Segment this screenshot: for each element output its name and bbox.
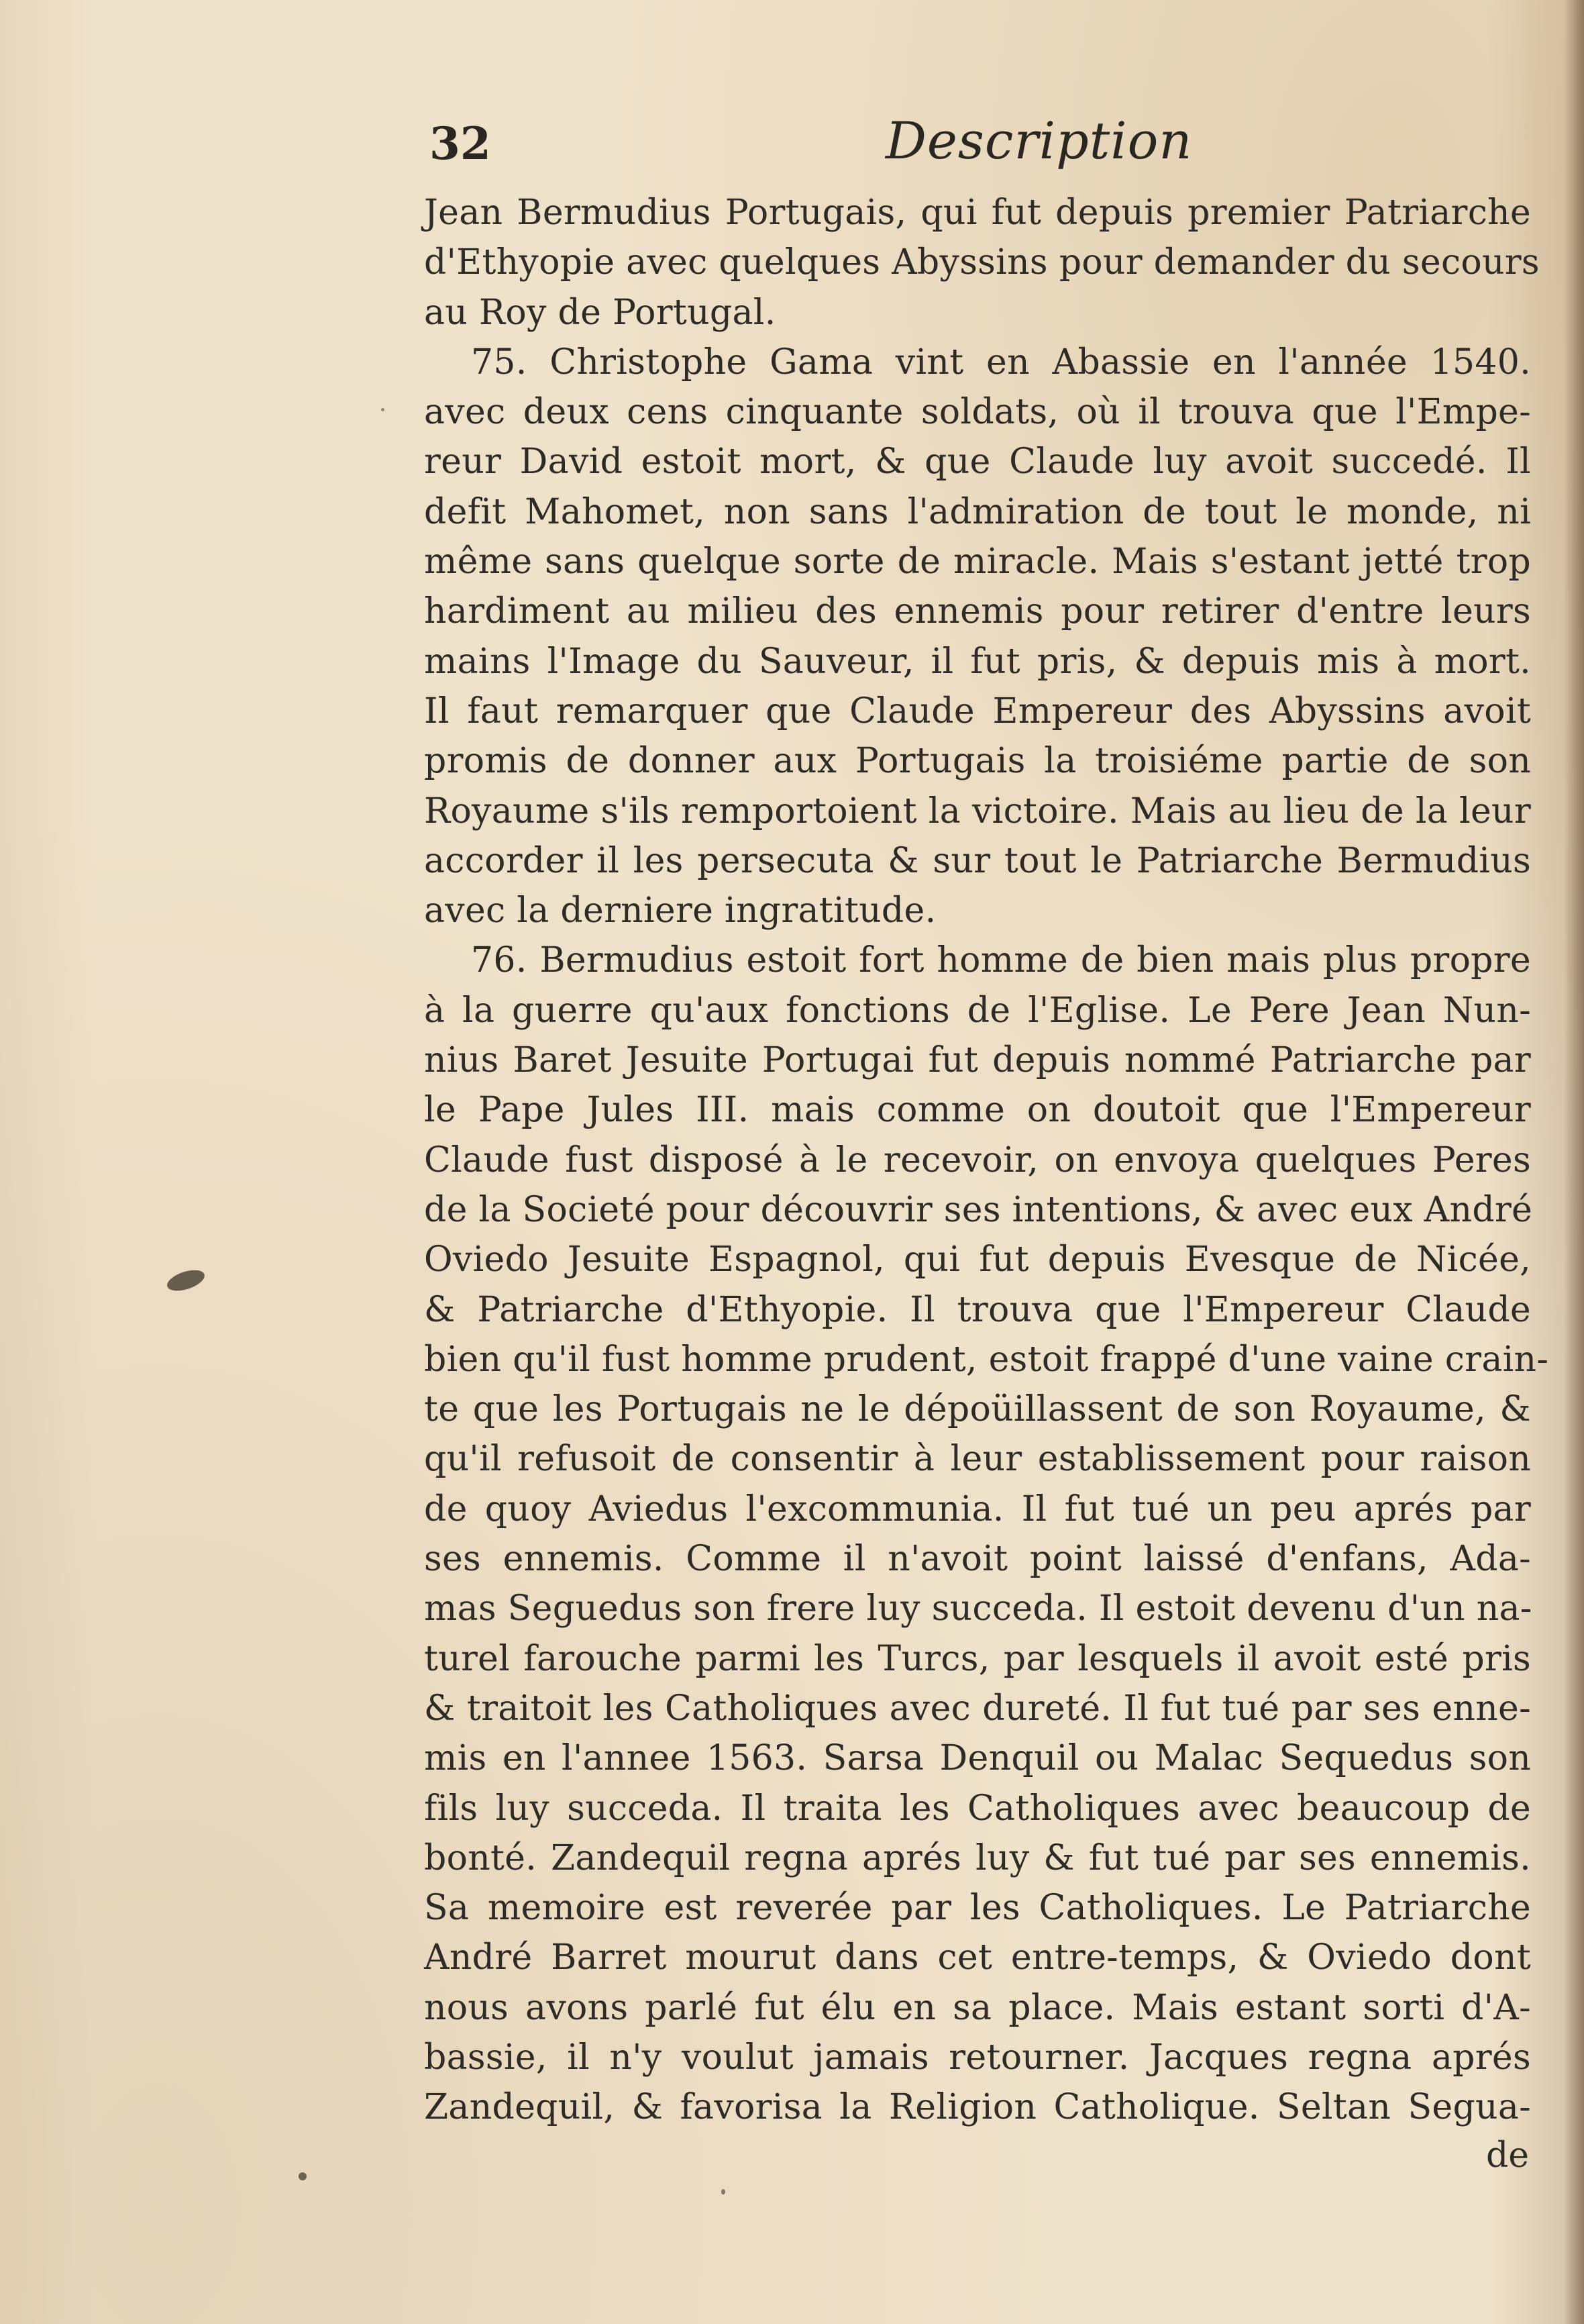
- text-line: mains l'Image du Sauveur, il fut pris, & depuis mis à mort.: [424, 641, 1531, 682]
- text-line: Zandequil, & favorisa la Religion Catholique. Seltan Segua-: [424, 2087, 1531, 2128]
- text-line: Royaume s'ils remportoient la victoire. Mais au lieu de la leur: [424, 791, 1531, 831]
- text-line: & Patriarche d'Ethyopie. Il trouva que l'Empereur Claude: [424, 1289, 1531, 1330]
- text-line: de la Societé pour découvrir ses intentions, & avec eux André: [424, 1189, 1533, 1230]
- text-line: & traitoit les Catholiques avec dureté. Il fut tué par ses enne-: [424, 1688, 1531, 1729]
- page-edge-shadow: [1564, 0, 1584, 2324]
- text-line: reur David estoit mort, & que Claude luy avoit succedé. Il: [424, 442, 1531, 483]
- text-line: le Pape Jules III. mais comme on doutoit que l'Empereur: [424, 1090, 1531, 1131]
- text-line: mis en l'annee 1563. Sarsa Denquil ou Malac Sequedus son: [424, 1738, 1531, 1779]
- text-line: d'Ethyopie avec quelques Abyssins pour demander du secours: [424, 242, 1540, 283]
- text-line: hardiment au milieu des ennemis pour retirer d'entre leurs: [424, 591, 1531, 632]
- text-line: fils luy succeda. Il traita les Catholiques avec beaucoup de: [424, 1788, 1531, 1829]
- text-line: turel farouche parmi les Turcs, par lesquels il avoit esté pris: [424, 1638, 1531, 1679]
- running-title: Description: [886, 111, 1193, 170]
- text-line: qu'il refusoit de consentir à leur establissement pour raison: [424, 1439, 1531, 1480]
- text-line: à la guerre qu'aux fonctions de l'Eglise. Le Pere Jean Nun-: [424, 990, 1531, 1031]
- text-line: avec deux cens cinquante soldats, où il trouva que l'Empe-: [424, 392, 1531, 433]
- text-line: avec la derniere ingratitude.: [424, 891, 937, 931]
- text-line: de quoy Aviedus l'excommunia. Il fut tué un peu aprés par: [424, 1488, 1531, 1529]
- ink-speck: [381, 408, 384, 411]
- text-line: même sans quelque sorte de miracle. Mais s'estant jetté trop: [424, 542, 1531, 583]
- ink-speck: [299, 2172, 307, 2180]
- text-line: Jean Bermudius Portugais, qui fut depuis premier Patriarche: [424, 193, 1531, 233]
- running-head: [429, 111, 1536, 185]
- text-line: au Roy de Portugal.: [424, 292, 776, 333]
- text-line: te que les Portugais ne le dépoüillassent de son Royaume, &: [424, 1389, 1531, 1430]
- paragraph-start-75: 75. Christophe Gama vint en Abassie en l'année 1540.: [471, 342, 1531, 383]
- text-line: nius Baret Jesuite Portugai fut depuis nommé Patriarche par: [424, 1040, 1531, 1081]
- text-line: Oviedo Jesuite Espagnol, qui fut depuis Evesque de Nicée,: [424, 1240, 1531, 1280]
- text-line: ses ennemis. Comme il n'avoit point laissé d'enfans, Ada-: [424, 1539, 1531, 1580]
- text-line: promis de donner aux Portugais la troisiéme partie de son: [424, 741, 1531, 782]
- paragraph-start-76: 76. Bermudius estoit fort homme de bien mais plus propre: [471, 940, 1531, 981]
- catchword: de: [1486, 2135, 1530, 2176]
- text-line: accorder il les persecuta & sur tout le Patriarche Bermudius: [424, 840, 1531, 881]
- body-text: [424, 188, 1549, 2133]
- text-line: mas Seguedus son frere luy succeda. Il estoit devenu d'un na-: [424, 1588, 1532, 1629]
- ink-blot: [164, 1266, 207, 1295]
- text-line: Claude fust disposé à le recevoir, on envoya quelques Peres: [424, 1140, 1531, 1180]
- ink-speck: [721, 2189, 725, 2194]
- text-line: Il faut remarquer que Claude Empereur des Abyssins avoit: [424, 691, 1531, 731]
- text-line: defit Mahomet, non sans l'admiration de tout le monde, ni: [424, 491, 1531, 532]
- text-line: André Barret mourut dans cet entre-temps, & Oviedo dont: [424, 1937, 1531, 1978]
- page-number: 32: [429, 117, 491, 170]
- text-line: bonté. Zandequil regna aprés luy & fut tué par ses ennemis.: [424, 1837, 1531, 1878]
- text-line: bassie, il n'y voulut jamais retourner. Jacques regna aprés: [424, 2037, 1531, 2078]
- text-line: bien qu'il fust homme prudent, estoit frappé d'une vaine crain-: [424, 1339, 1549, 1380]
- text-line: nous avons parlé fut élu en sa place. Mais estant sorti d'A-: [424, 1987, 1531, 2028]
- text-line: Sa memoire est reverée par les Catholiques. Le Patriarche: [424, 1888, 1531, 1929]
